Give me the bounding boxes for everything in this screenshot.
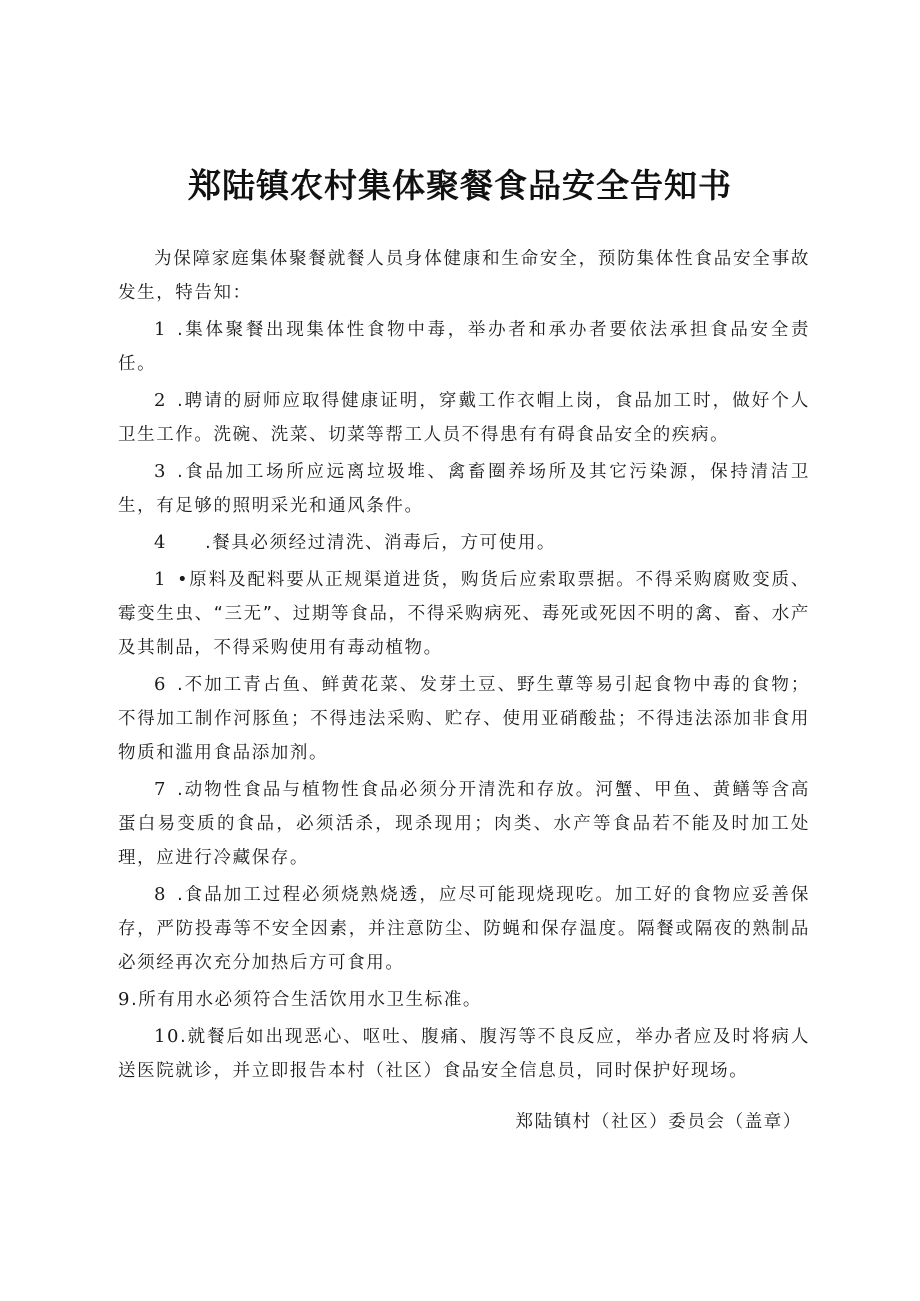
item-text: •原料及配料要从正规渠道进货，购货后应索取票据。不得采购腐败变质、霉变生虫、“三无”、过期等食品，不得采购病死、毒死或死因不明的禽、畜、水产及其制品，不得采购使用有毒动植物。 [118, 570, 810, 658]
item-text: .食品加工过程必须烧熟烧透，应尽可能现烧现吃。加工好的食物应妥善保存，严防投毒等不安全因素，并注意防尘、防蝇和保存温度。隔餐或隔夜的熟制品必须经再次充分加热后方可食用。 [118, 885, 810, 973]
item-number: 7 [154, 779, 168, 800]
list-item [118, 384, 810, 452]
list-item [118, 455, 810, 523]
intro-paragraph: 为保障家庭集体聚餐就餐人员身体健康和生命安全，预防集体性食品安全事故发生，特告知： [118, 249, 810, 303]
item-number: 4 [154, 532, 168, 553]
item-number: 10 [154, 1026, 181, 1047]
item-number: 8 [154, 884, 168, 905]
list-item [118, 878, 810, 980]
item-number: 9 [118, 989, 132, 1010]
signature-line: 郑陆镇村（社区）委员会（盖章） [515, 1112, 802, 1132]
page-title: 郑陆镇农村集体聚餐食品安全告知书 [188, 166, 732, 205]
item-text: .餐具必须经过清洗、消毒后，方可使用。 [205, 533, 557, 553]
list-item [118, 563, 810, 665]
list-item [118, 526, 810, 560]
item-number: 1 [154, 569, 168, 590]
list-item [118, 668, 810, 770]
list-item [118, 773, 810, 875]
list-item [118, 1020, 810, 1088]
item-text: .不加工青占鱼、鲜黄花菜、发芽土豆、野生蕈等易引起食物中毒的食物；不得加工制作河豚鱼；不得违法采购、贮存、使用亚硝酸盐；不得违法添加非食用物质和滥用食品添加剂。 [118, 675, 810, 763]
item-text: .聘请的厨师应取得健康证明，穿戴工作衣帽上岗，食品加工时，做好个人卫生工作。洗碗、洗菜、切菜等帮工人员不得患有有碍食品安全的疾病。 [118, 391, 810, 445]
item-text: .就餐后如出现恶心、呕吐、腹痛、腹泻等不良反应，举办者应及时将病人送医院就诊，并立即报告本村（社区）食品安全信息员，同时保护好现场。 [118, 1027, 810, 1081]
item-number: 1 [154, 319, 168, 340]
item-number: 2 [154, 390, 168, 411]
item-text: .所有用水必须符合生活饮用水卫生标准。 [131, 990, 483, 1010]
item-text: .集体聚餐出现集体性食物中毒，举办者和承办者要依法承担食品安全责任。 [118, 320, 810, 374]
item-text: .动物性食品与植物性食品必须分开清洗和存放。河蟹、甲鱼、黄鳝等含高蛋白易变质的食品，必须活杀，现杀现用；肉类、水产等食品若不能及时加工处理，应进行冷藏保存。 [118, 780, 810, 868]
list-item [118, 313, 810, 381]
list-item [118, 983, 810, 1017]
item-number: 3 [154, 461, 168, 482]
document-body [118, 242, 810, 1091]
item-text: .食品加工场所应远离垃圾堆、禽畜圈养场所及其它污染源，保持清洁卫生，有足够的照明采光和通风条件。 [118, 462, 810, 516]
item-number: 6 [154, 674, 168, 695]
